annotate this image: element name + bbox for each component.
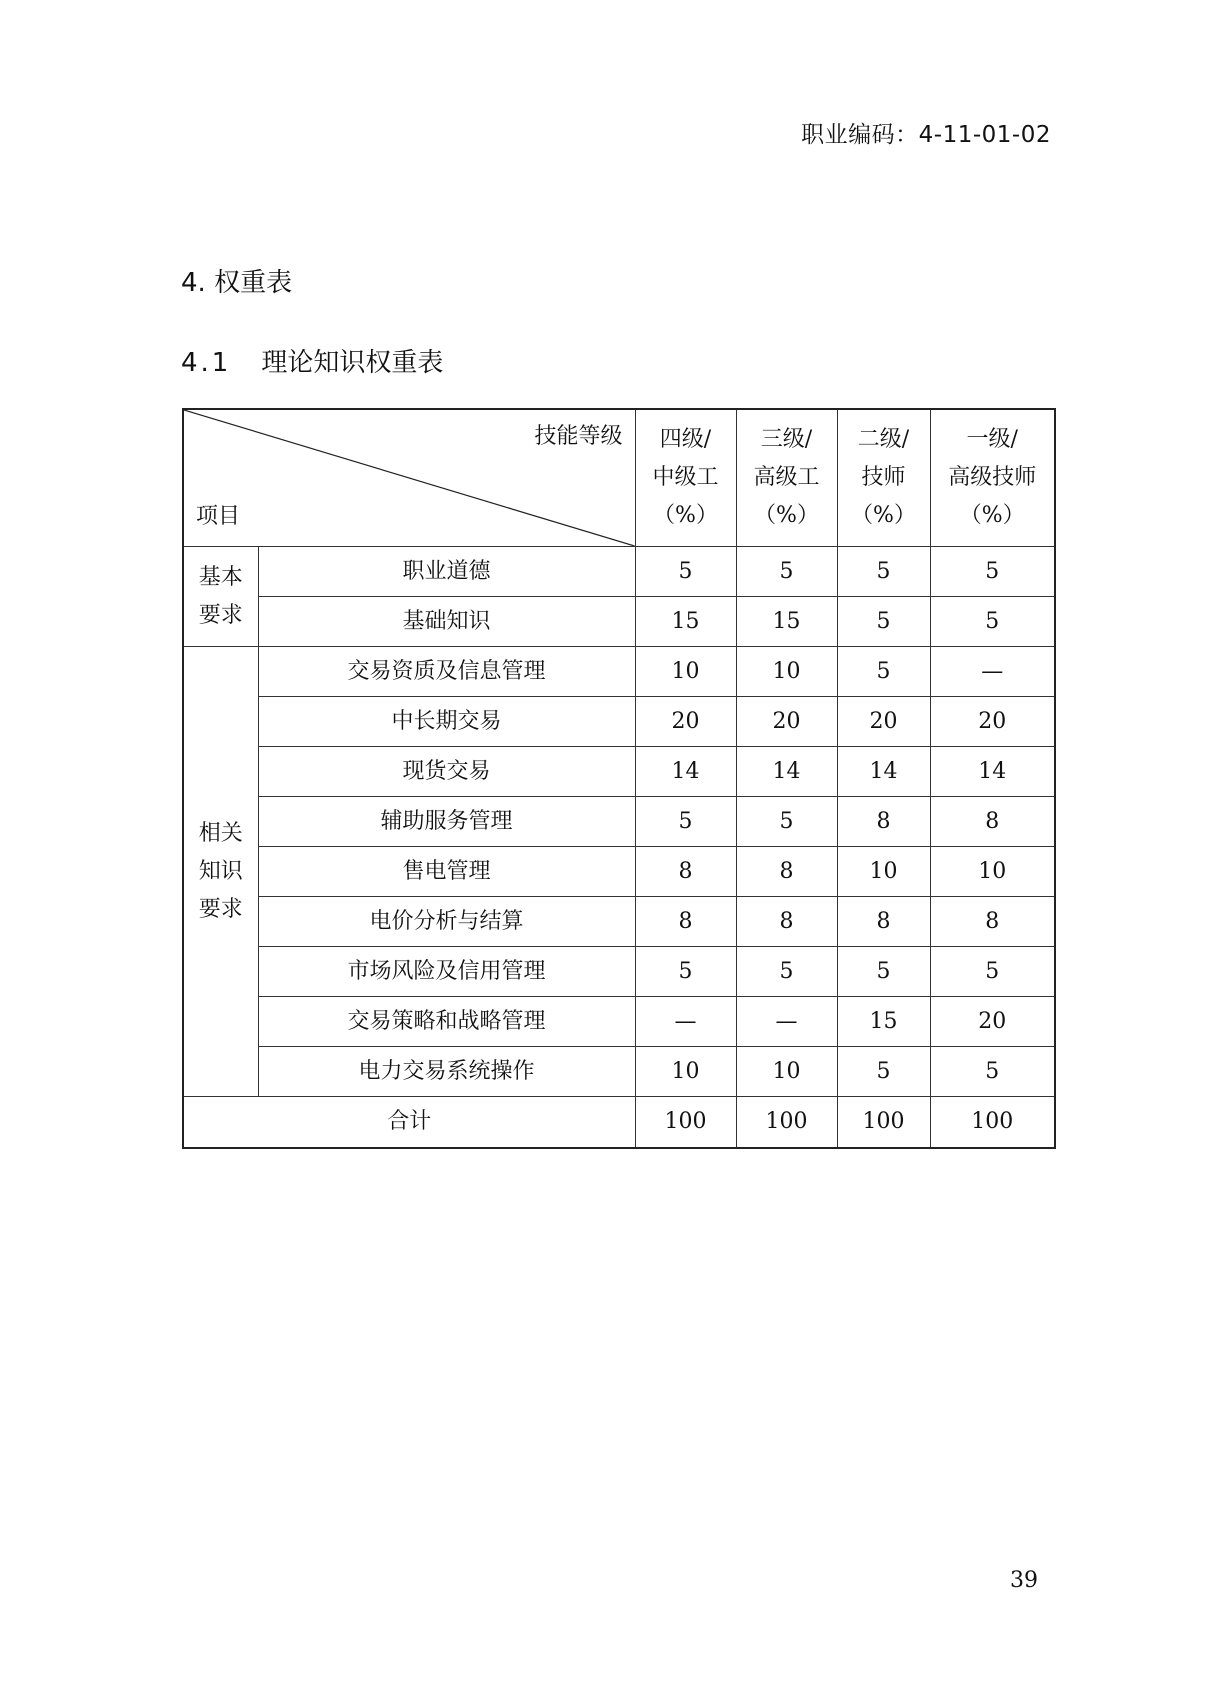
value-cell: 14 xyxy=(837,747,930,797)
value-cell: 8 xyxy=(736,897,837,947)
theory-knowledge-weight-table xyxy=(182,408,1056,1149)
value-cell: 5 xyxy=(736,947,837,997)
value-cell: 5 xyxy=(930,597,1055,647)
table-row xyxy=(183,697,1055,747)
level-header-2: 二级/ 技师 （%） xyxy=(837,409,930,547)
value-cell: 5 xyxy=(635,797,736,847)
value-cell: 5 xyxy=(736,547,837,597)
table-row xyxy=(183,847,1055,897)
value-cell: 5 xyxy=(837,597,930,647)
value-cell: 20 xyxy=(930,997,1055,1047)
value-cell: 15 xyxy=(736,597,837,647)
category-related-knowledge: 相关 知识 要求 xyxy=(183,647,258,1097)
value-cell: — xyxy=(736,997,837,1047)
level-header-1: 一级/ 高级技师 （%） xyxy=(930,409,1055,547)
item-cell: 售电管理 xyxy=(258,847,635,897)
value-cell: — xyxy=(635,997,736,1047)
value-cell: 8 xyxy=(837,897,930,947)
subsection-number: 4.1 xyxy=(181,348,232,378)
item-label: 项目 xyxy=(196,504,241,529)
table-row xyxy=(183,747,1055,797)
table-row xyxy=(183,897,1055,947)
value-cell: 10 xyxy=(837,847,930,897)
item-cell: 交易策略和战略管理 xyxy=(258,997,635,1047)
total-value: 100 xyxy=(837,1097,930,1149)
value-cell: 14 xyxy=(930,747,1055,797)
table-row xyxy=(183,597,1055,647)
value-cell: 10 xyxy=(736,647,837,697)
table-row xyxy=(183,797,1055,847)
value-cell: 8 xyxy=(635,847,736,897)
value-cell: 10 xyxy=(635,1047,736,1097)
value-cell: 8 xyxy=(635,897,736,947)
value-cell: 15 xyxy=(635,597,736,647)
item-cell: 市场风险及信用管理 xyxy=(258,947,635,997)
value-cell: 5 xyxy=(837,947,930,997)
value-cell: 5 xyxy=(837,547,930,597)
item-cell: 基础知识 xyxy=(258,597,635,647)
item-cell: 电价分析与结算 xyxy=(258,897,635,947)
total-row xyxy=(183,1097,1055,1149)
table-header-row xyxy=(183,409,1055,547)
value-cell: 14 xyxy=(736,747,837,797)
value-cell: 20 xyxy=(930,697,1055,747)
value-cell: 8 xyxy=(930,797,1055,847)
value-cell: 10 xyxy=(930,847,1055,897)
item-cell: 现货交易 xyxy=(258,747,635,797)
value-cell: 20 xyxy=(635,697,736,747)
value-cell: 5 xyxy=(635,547,736,597)
item-cell: 中长期交易 xyxy=(258,697,635,747)
level-header-4: 四级/ 中级工 （%） xyxy=(635,409,736,547)
subsection-title xyxy=(181,342,443,379)
table-row xyxy=(183,1047,1055,1097)
value-cell: — xyxy=(930,647,1055,697)
table-row xyxy=(183,997,1055,1047)
category-basic-requirements: 基本 要求 xyxy=(183,547,258,647)
level-header-3: 三级/ 高级工 （%） xyxy=(736,409,837,547)
value-cell: 20 xyxy=(837,697,930,747)
table-row xyxy=(183,547,1055,597)
value-cell: 10 xyxy=(736,1047,837,1097)
diagonal-corner-cell xyxy=(183,409,635,547)
value-cell: 5 xyxy=(930,1047,1055,1097)
skill-level-label: 技能等级 xyxy=(534,424,623,449)
table-row xyxy=(183,947,1055,997)
value-cell: 20 xyxy=(736,697,837,747)
item-cell: 交易资质及信息管理 xyxy=(258,647,635,697)
total-label: 合计 xyxy=(183,1097,635,1149)
table-row xyxy=(183,647,1055,697)
value-cell: 5 xyxy=(837,647,930,697)
total-value: 100 xyxy=(930,1097,1055,1149)
item-cell: 电力交易系统操作 xyxy=(258,1047,635,1097)
value-cell: 8 xyxy=(736,847,837,897)
subsection-label: 理论知识权重表 xyxy=(261,348,444,378)
value-cell: 5 xyxy=(635,947,736,997)
value-cell: 5 xyxy=(736,797,837,847)
page-number: 39 xyxy=(1010,1568,1038,1593)
value-cell: 8 xyxy=(837,797,930,847)
section-title: 4. 权重表 xyxy=(181,268,293,298)
value-cell: 5 xyxy=(837,1047,930,1097)
total-value: 100 xyxy=(635,1097,736,1149)
total-value: 100 xyxy=(736,1097,837,1149)
value-cell: 10 xyxy=(635,647,736,697)
value-cell: 8 xyxy=(930,897,1055,947)
item-cell: 辅助服务管理 xyxy=(258,797,635,847)
item-cell: 职业道德 xyxy=(258,547,635,597)
value-cell: 5 xyxy=(930,947,1055,997)
value-cell: 5 xyxy=(930,547,1055,597)
value-cell: 14 xyxy=(635,747,736,797)
value-cell: 15 xyxy=(837,997,930,1047)
occupation-code: 职业编码：4-11-01-02 xyxy=(801,122,1051,148)
